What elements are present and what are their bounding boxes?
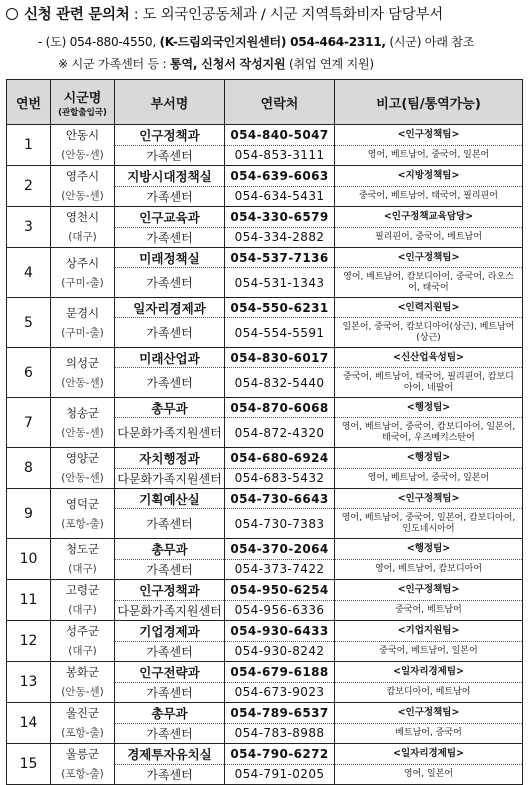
immigration-office: (구미-출) — [61, 326, 104, 339]
table-row — [7, 621, 523, 642]
center-name: 가족센터 — [115, 227, 225, 248]
immigration-office: (안동-센) — [61, 149, 104, 161]
center-languages: 중국어, 베트남어 — [335, 600, 523, 621]
department-team: <인구정책팀> — [335, 703, 523, 724]
row-number: 13 — [7, 662, 51, 703]
city-name: 문경시 — [65, 305, 100, 320]
city-name: 의성군 — [65, 355, 100, 370]
city-name: 고령군 — [65, 583, 100, 597]
city-name: 청도군 — [65, 542, 100, 556]
immigration-office: (안동-센) — [61, 472, 104, 484]
department-name: 미래정책실 — [115, 248, 225, 268]
department-team: <행정팀> — [335, 539, 523, 560]
table-row — [7, 580, 523, 601]
table-row — [7, 166, 523, 187]
table-row — [7, 298, 523, 318]
department-phone: 054-930-6433 — [225, 621, 335, 642]
col-header-dept: 부서명 — [115, 80, 225, 125]
center-phone: 054-730-7383 — [225, 509, 335, 539]
center-languages: 중국어, 베트남어, 일본어 — [335, 641, 523, 662]
immigration-office: (대구) — [68, 604, 97, 616]
row-number: 2 — [7, 166, 51, 207]
center-phone: 054-554-5591 — [225, 318, 335, 348]
department-phone: 054-830-6017 — [225, 348, 335, 368]
department-team: <신산업육성팀> — [335, 348, 523, 368]
department-name: 기획예산실 — [115, 489, 225, 509]
immigration-office: (포항-출) — [61, 768, 104, 780]
immigration-office: (대구) — [68, 563, 97, 575]
col-header-note: 비고(팀/통역가능) — [335, 80, 523, 125]
table-row — [7, 207, 523, 228]
center-name: 가족센터 — [115, 764, 225, 785]
contact-line: - (도) 054-880-4550, (K-드림외국인지원센터) 054-464-2311, (시군) 아래 참조 — [38, 35, 475, 49]
row-number: 1 — [7, 125, 51, 166]
department-name: 자치행정과 — [115, 448, 225, 469]
immigration-office: (안동-센) — [61, 376, 104, 389]
table-body — [7, 125, 523, 785]
department-team: <인구정책교육담당> — [335, 207, 523, 228]
table-row — [7, 448, 523, 469]
department-phone: 054-330-6579 — [225, 207, 335, 228]
department-team: <인구정책팀> — [335, 125, 523, 146]
department-name: 총무과 — [115, 539, 225, 560]
city-cell — [51, 539, 115, 580]
center-phone: 054-832-5440 — [225, 368, 335, 398]
department-name: 총무과 — [115, 703, 225, 724]
department-team: <행정팀> — [335, 398, 523, 418]
row-number: 3 — [7, 207, 51, 248]
center-languages: 일본어, 중국어, 캄보디아어(상근), 베트남어(상근) — [335, 318, 523, 348]
center-phone: 054-334-2882 — [225, 227, 335, 248]
center-phone: 054-531-1343 — [225, 268, 335, 298]
table-row — [7, 489, 523, 509]
row-number: 5 — [7, 298, 51, 348]
row-number: 11 — [7, 580, 51, 621]
family-center-note: ※ 시군 가족센터 등 : 통역, 신청서 작성지원 (취업 연계 지원) — [58, 57, 374, 71]
table-row — [7, 248, 523, 268]
department-phone: 054-550-6231 — [225, 298, 335, 318]
immigration-office: (포항-출) — [61, 517, 104, 530]
center-name: 가족센터 — [115, 145, 225, 166]
center-name: 다문화가족지원센터 — [115, 418, 225, 448]
department-name: 미래산업과 — [115, 348, 225, 368]
city-name: 영천시 — [65, 210, 100, 224]
contact-table — [6, 79, 523, 785]
department-phone: 054-950-6254 — [225, 580, 335, 601]
city-name: 영덕군 — [65, 496, 100, 511]
center-name: 가족센터 — [115, 641, 225, 662]
center-name: 가족센터 — [115, 509, 225, 539]
city-cell — [51, 298, 115, 348]
center-name: 가족센터 — [115, 318, 225, 348]
department-team: <인구정책팀> — [335, 580, 523, 601]
center-name: 다문화가족지원센터 — [115, 600, 225, 621]
center-languages: 중국어, 베트남어, 태국어, 필리핀어 — [335, 186, 523, 207]
center-phone: 054-853-3111 — [225, 145, 335, 166]
department-phone: 054-370-2064 — [225, 539, 335, 560]
city-name: 울진군 — [65, 706, 100, 720]
center-name: 가족센터 — [115, 268, 225, 298]
center-languages: 필리핀어, 중국어, 베트남어 — [335, 227, 523, 248]
department-team: <일자리경제팀> — [335, 662, 523, 683]
city-name: 영주시 — [65, 169, 100, 183]
city-name: 봉화군 — [65, 665, 100, 679]
immigration-office: (대구) — [68, 645, 97, 657]
city-cell — [51, 348, 115, 398]
center-languages: 영어, 베트남어, 중국어, 일본어, 캄보디아어, 인도네시아어 — [335, 509, 523, 539]
center-languages: 영어, 일본어 — [335, 764, 523, 785]
row-number: 8 — [7, 448, 51, 489]
immigration-office: (안동-센) — [61, 426, 104, 439]
department-name: 기업경제과 — [115, 621, 225, 642]
immigration-office: (안동-센) — [61, 190, 104, 202]
department-name: 총무과 — [115, 398, 225, 418]
row-number: 14 — [7, 703, 51, 744]
department-name: 인구정책과 — [115, 125, 225, 146]
table-header-row — [7, 80, 523, 125]
row-number: 4 — [7, 248, 51, 298]
city-name: 울릉군 — [65, 747, 100, 761]
inquiry-heading: 신청 관련 문의처 : 도 외국인공동체과 / 시군 지역특화비자 담당부서 — [6, 3, 443, 24]
department-name: 경제투자유치실 — [115, 744, 225, 765]
center-phone: 054-930-8242 — [225, 641, 335, 662]
city-cell — [51, 248, 115, 298]
center-phone: 054-956-6336 — [225, 600, 335, 621]
department-phone: 054-789-6537 — [225, 703, 335, 724]
table-row — [7, 539, 523, 560]
department-team: <인력지원팀> — [335, 298, 523, 318]
col-header-city: 시군명 (관할출입국) — [51, 80, 115, 125]
department-team: <인구정책팀> — [335, 489, 523, 509]
immigration-office: (대구) — [68, 231, 97, 243]
center-languages: 영어, 베트남어, 캄보디아어, 중국어, 라오스어, 태국어 — [335, 268, 523, 298]
center-phone: 054-373-7422 — [225, 559, 335, 580]
department-team: <지방정책팀> — [335, 166, 523, 187]
department-name: 지방시대정책실 — [115, 166, 225, 187]
table-row — [7, 662, 523, 683]
row-number: 15 — [7, 744, 51, 785]
row-number: 6 — [7, 348, 51, 398]
department-name: 인구교육과 — [115, 207, 225, 228]
city-cell — [51, 580, 115, 621]
center-name: 가족센터 — [115, 559, 225, 580]
center-name: 가족센터 — [115, 682, 225, 703]
department-phone: 054-679-6188 — [225, 662, 335, 683]
center-phone: 054-634-5431 — [225, 186, 335, 207]
city-name: 영양군 — [65, 451, 100, 465]
center-phone: 054-683-5432 — [225, 468, 335, 489]
center-languages: 영어, 베트남어, 중국어, 일본어 — [335, 145, 523, 166]
city-cell — [51, 207, 115, 248]
center-phone: 054-872-4320 — [225, 418, 335, 448]
immigration-office: (구미-출) — [61, 276, 104, 289]
department-name: 일자리경제과 — [115, 298, 225, 318]
table-row — [7, 744, 523, 765]
col-header-no: 연번 — [7, 80, 51, 125]
department-phone: 054-840-5047 — [225, 125, 335, 146]
center-languages: 베트남어, 중국어 — [335, 723, 523, 744]
center-name: 가족센터 — [115, 186, 225, 207]
city-cell — [51, 744, 115, 785]
city-name: 안동시 — [65, 128, 100, 142]
city-cell — [51, 125, 115, 166]
department-phone: 054-730-6643 — [225, 489, 335, 509]
city-cell — [51, 398, 115, 448]
immigration-office: (포항-출) — [61, 727, 104, 739]
city-cell — [51, 166, 115, 207]
row-number: 10 — [7, 539, 51, 580]
center-phone: 054-783-8988 — [225, 723, 335, 744]
center-languages: 캄보디아어, 베트남어 — [335, 682, 523, 703]
immigration-office: (안동-센) — [61, 686, 104, 698]
table-row — [7, 398, 523, 418]
row-number: 7 — [7, 398, 51, 448]
center-languages: 영어, 베트남어, 중국어, 캄보디아어, 일본어, 태국어, 우즈베키스탄어 — [335, 418, 523, 448]
city-name: 상주시 — [65, 255, 100, 270]
center-languages: 영어, 베트남어, 캄보디아어 — [335, 559, 523, 580]
col-header-phone: 연락처 — [225, 80, 335, 125]
center-name: 가족센터 — [115, 723, 225, 744]
department-phone: 054-680-6924 — [225, 448, 335, 469]
department-phone: 054-639-6063 — [225, 166, 335, 187]
center-name: 가족센터 — [115, 368, 225, 398]
department-phone: 054-870-6068 — [225, 398, 335, 418]
notice-header — [0, 0, 531, 80]
department-phone: 054-537-7136 — [225, 248, 335, 268]
center-phone: 054-791-0205 — [225, 764, 335, 785]
department-team: <기업지원팀> — [335, 621, 523, 642]
city-cell — [51, 703, 115, 744]
circle-bullet-icon — [6, 8, 18, 20]
department-team: <일자리경제팀> — [335, 744, 523, 765]
department-phone: 054-790-6272 — [225, 744, 335, 765]
table-row — [7, 703, 523, 724]
city-cell — [51, 489, 115, 539]
department-name: 인구정책과 — [115, 580, 225, 601]
row-number: 9 — [7, 489, 51, 539]
city-name: 청송군 — [65, 405, 100, 420]
center-languages: 중국어, 베트남어, 태국어, 필리핀어, 캄보디아어, 네팔어 — [335, 368, 523, 398]
center-name: 다문화가족지원센터 — [115, 468, 225, 489]
department-name: 인구전략과 — [115, 662, 225, 683]
city-cell — [51, 448, 115, 489]
city-name: 성주군 — [65, 624, 100, 638]
center-languages: 영어, 베트남어, 중국어, 일본어 — [335, 468, 523, 489]
city-cell — [51, 662, 115, 703]
row-number: 12 — [7, 621, 51, 662]
table-row — [7, 125, 523, 146]
city-cell — [51, 621, 115, 662]
center-phone: 054-673-9023 — [225, 682, 335, 703]
department-team: <인구정책팀> — [335, 248, 523, 268]
department-team: <행정팀> — [335, 448, 523, 469]
table-row — [7, 348, 523, 368]
